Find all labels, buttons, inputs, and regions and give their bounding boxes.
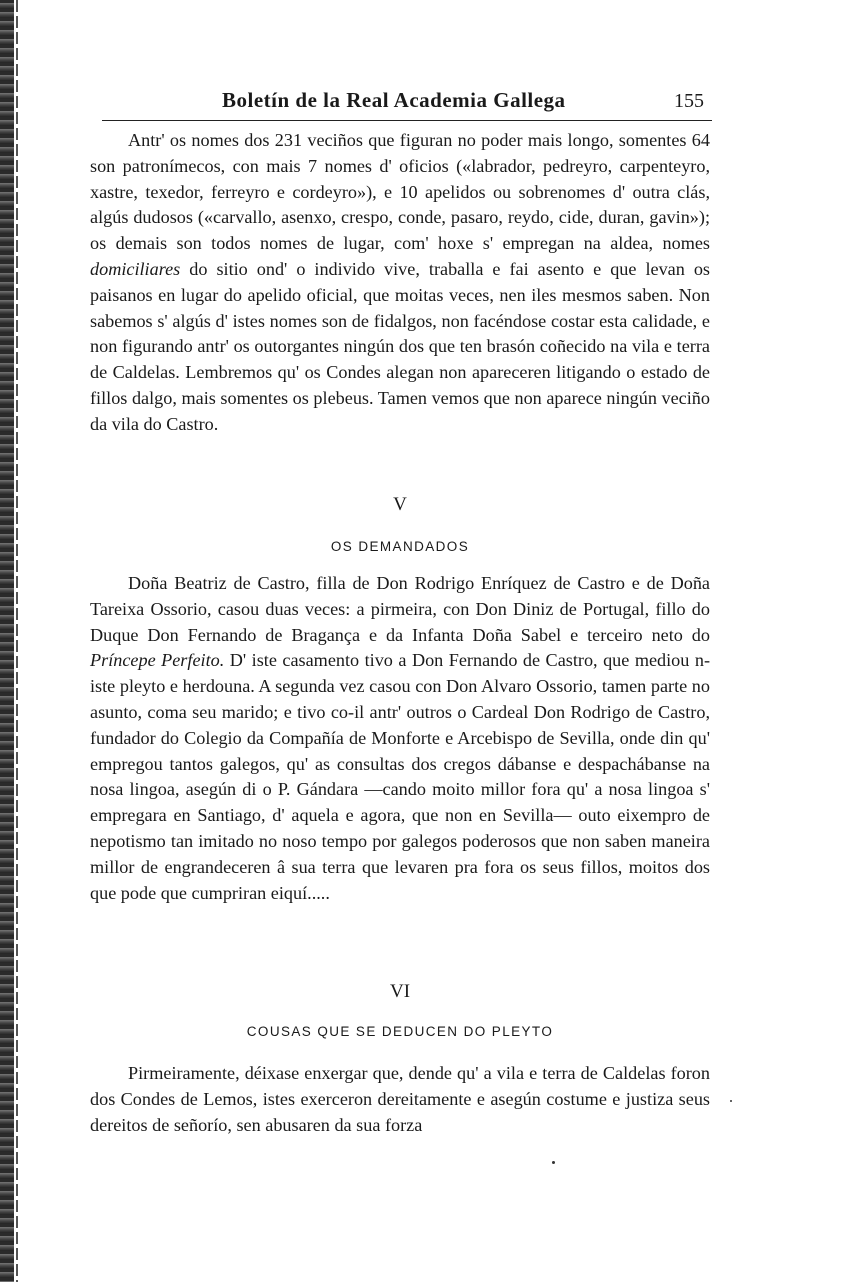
paragraph-text bbox=[90, 128, 710, 438]
section-numeral-v: V bbox=[393, 494, 407, 515]
section-title-cousas: COUSAS QUE SE DEDUCEN DO PLEYTO bbox=[246, 1024, 554, 1039]
book-binding-edge bbox=[0, 0, 14, 1282]
italic-term: Príncepe Perfeito. bbox=[90, 650, 225, 671]
paragraph-text-part-1: Doña Beatriz de Castro, filla de Don Rodrigo Enríquez de Castro e de Doña Tareixa Ossorio, casou duas veces: a pirmeira, con Don Diniz de Portugal, fillo do Duque Don Fernando de Bragança e da Infanta Doña Sabel e terceiro neto do bbox=[90, 573, 710, 645]
paragraph-text-part-2: do sitio ond' o individo vive, traballa e fai asento e que levan os paisanos en lugar do apelido oficial, que moitas veces, nen iles mesmos saben. Non sabemos s' algús d' istes nomes son de fidalgos, non facéndose costar esta calidade, e non figurando antr' os outorgantes ningún dos que ten brasón coñecido na vila e terra de Caldelas. Lembremos qu' os Condes alegan non apareceren litigando o estado de fillos dalgo, mais somentes os plebeus. Tamen vemos que non aparece ningún veciño da vila do Castro. bbox=[90, 258, 710, 434]
paragraph-text-part-1: Antr' os nomes dos 231 veciños que figuran no poder mais longo, somentes 64 son patronímecos, con mais 7 nomes d' oficios («labrador, pedreyro, carpenteyro, xastre, texedor, ferreyro e cordeyro»), e 10 apelidos ou sobrenomes d' outra clás, algús dudosos («carvallo, asenxo, crespo, conde, pasaro, reydo, cide, duran, gavin»); os demais son todos nomes de lugar, com' hoxe s' empregan na aldea, nomes bbox=[90, 130, 710, 254]
book-binding-stitch bbox=[16, 0, 18, 1282]
section-title-demandados: OS DEMANDADOS bbox=[330, 539, 470, 554]
paragraph-names-analysis bbox=[90, 128, 710, 438]
paper-speck bbox=[730, 1100, 732, 1102]
paragraph-beatriz-de-castro bbox=[90, 571, 710, 906]
paragraph-text bbox=[90, 571, 710, 906]
page-number: 155 bbox=[674, 90, 704, 112]
italic-term: domiciliares bbox=[90, 258, 181, 279]
page-header bbox=[102, 88, 712, 121]
paragraph-conclusions bbox=[90, 1061, 710, 1138]
paper-speck bbox=[552, 1161, 555, 1164]
paragraph-text: Pirmeiramente, déixase enxergar que, dende qu' a vila e terra de Caldelas foron dos Condes de Lemos, istes exerceron dereitamente e asegún costume e justiza seus dereitos de señorío, sen abusaren da sua forza bbox=[90, 1063, 710, 1135]
running-title: Boletín de la Real Academia Gallega bbox=[222, 88, 566, 112]
section-numeral-vi: VI bbox=[389, 981, 411, 1002]
paragraph-text-part-2: D' iste casamento tivo a Don Fernando de Castro, que mediou n-iste pleyto e herdouna. A segunda vez casou con Don Alvaro Ossorio, tamen parte no asunto, coma seu marido; e tivo co-il antr' outros o Cardeal Don Rodrigo de Castro, fundador do Colegio da Compañía de Monforte e Arcebispo de Sevilla, onde din qu' empregou tantos galegos, qu' as consultas dos cregos dábanse e despachábanse na nosa lingoa, asegún di o P. Gándara —cando moito millor fora qu' a nosa lingoa s' empregara en Santiago, d' aquela e agora, que non en Sevilla— outo eixempro de nepotismo tan imitado no noso tempo por galegos poderosos que non saben maneira millor de engrandeceren â sua terra que levaren pra fora os seus fillos, moitos dos que pode que cumpriran eiquí..... bbox=[90, 650, 710, 903]
